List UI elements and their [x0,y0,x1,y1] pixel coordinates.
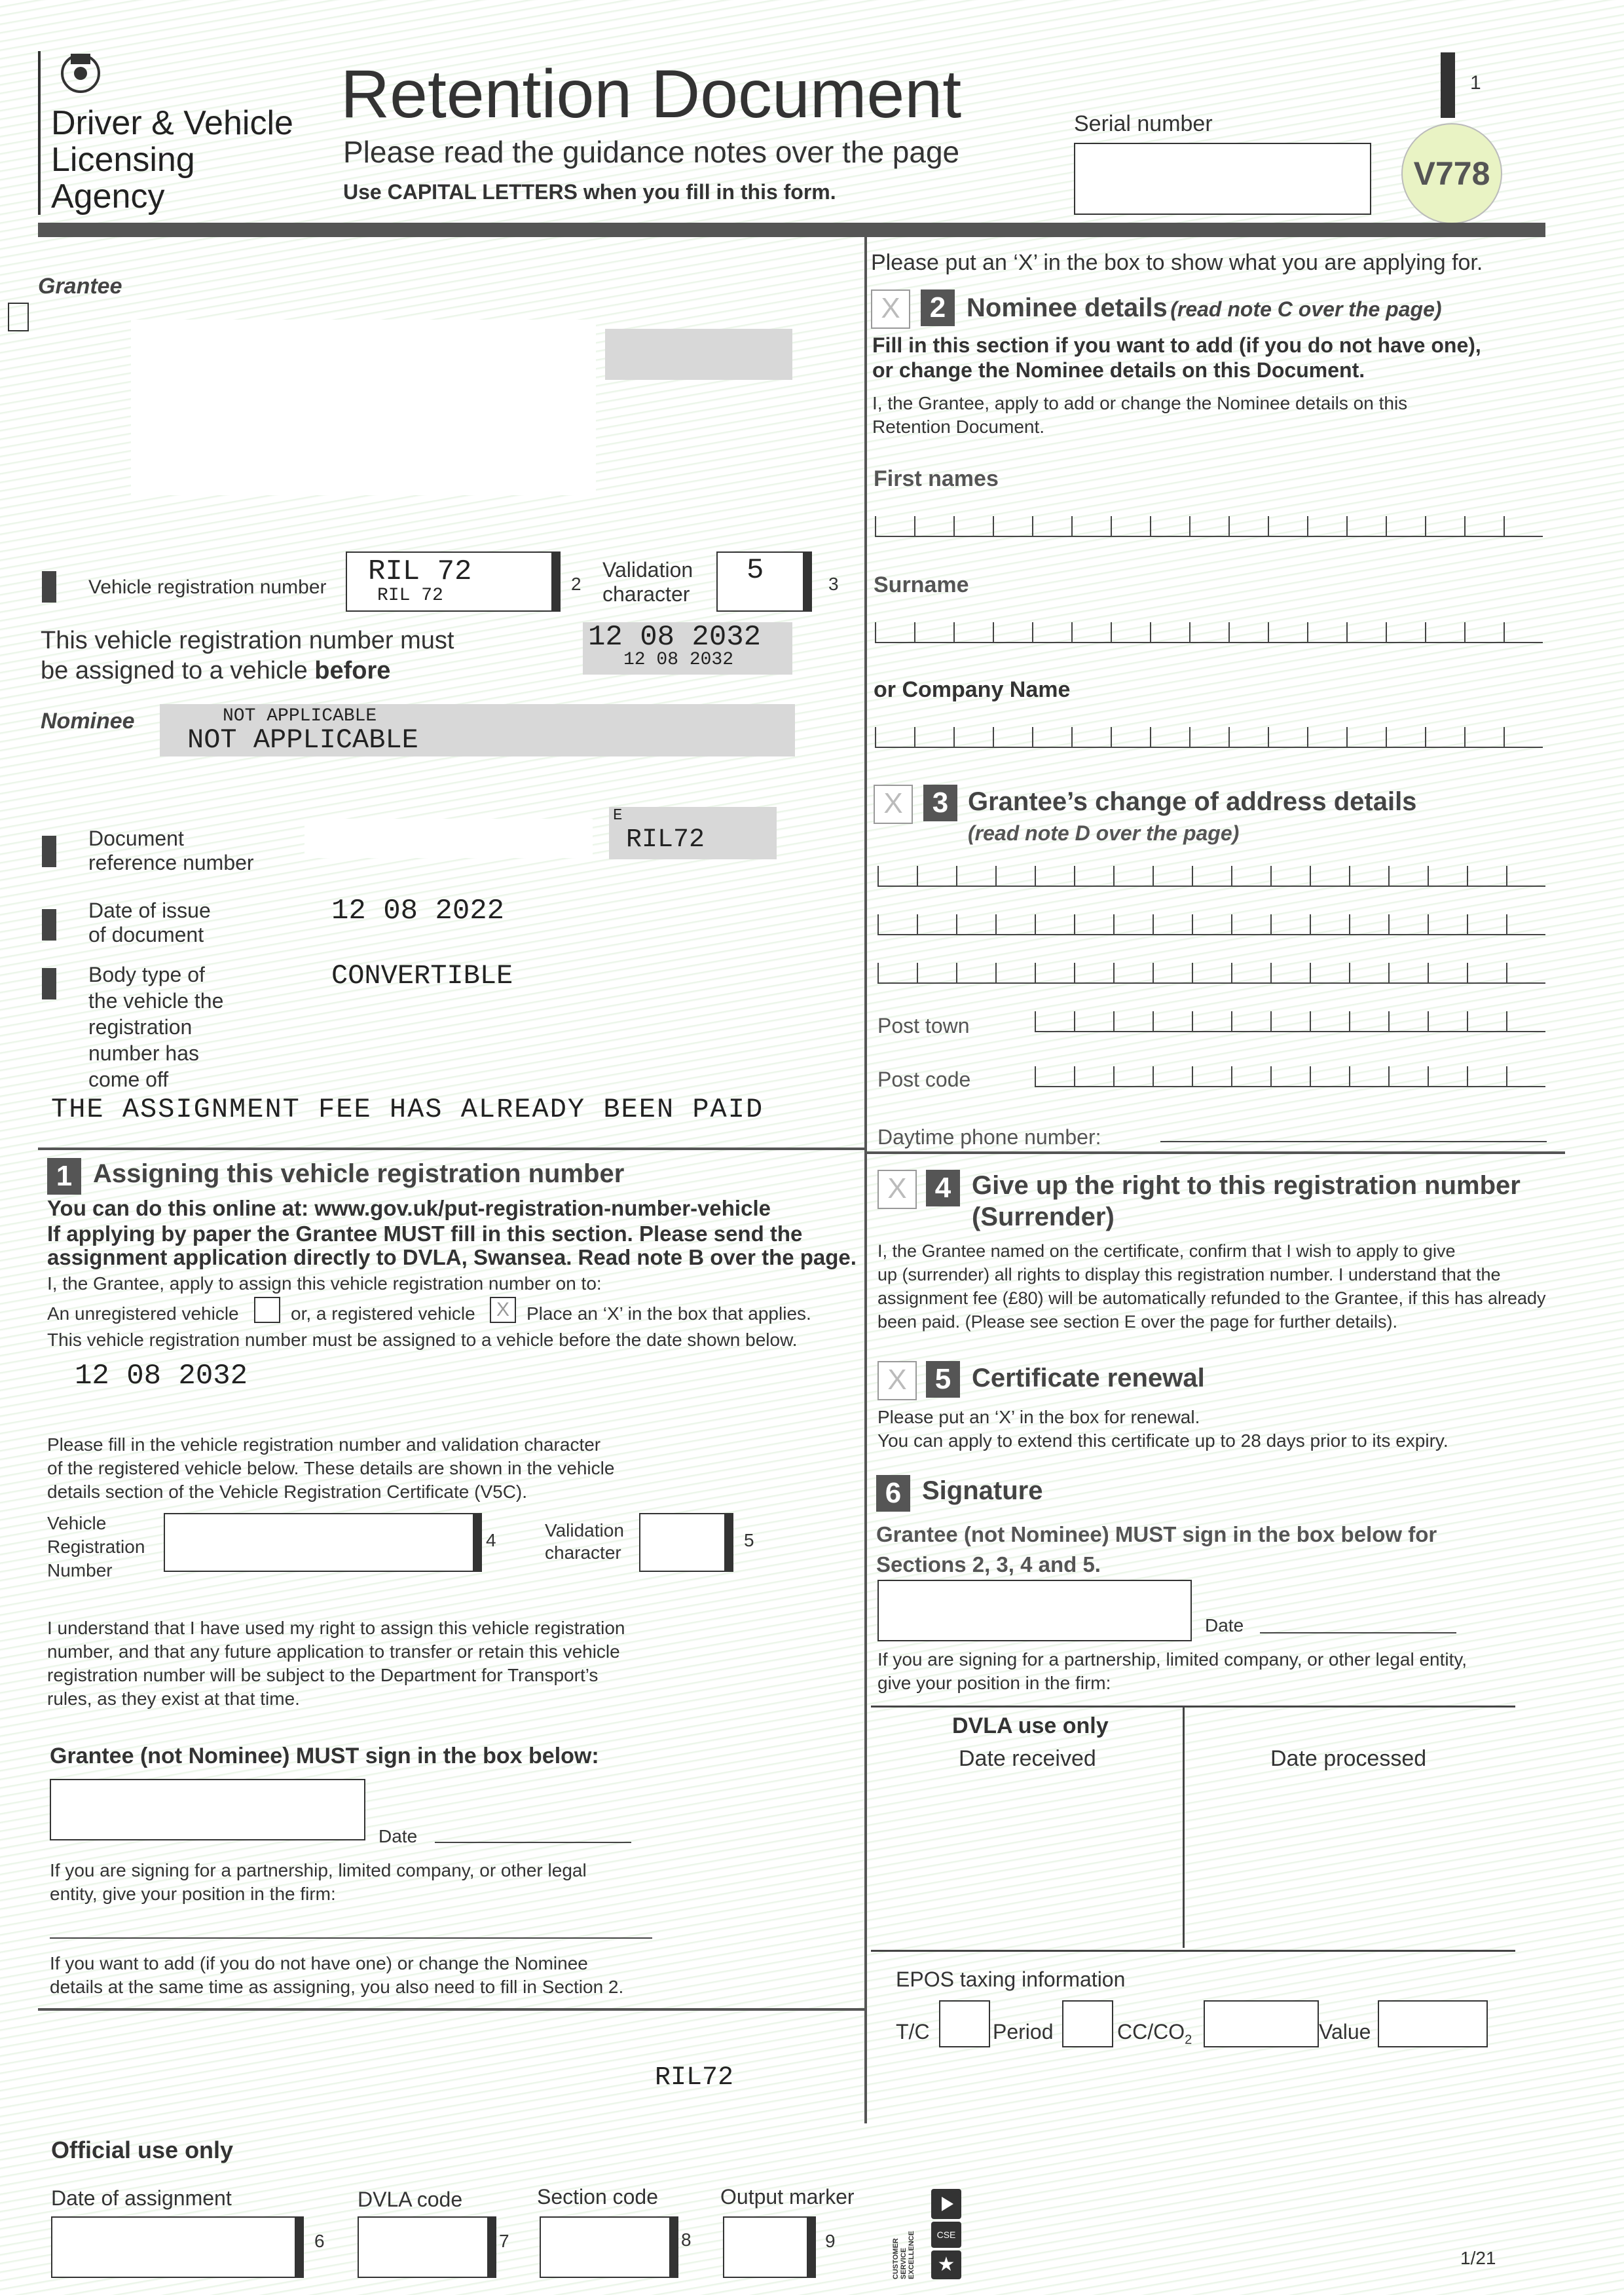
cc-box [1204,2000,1319,2047]
period-box [1062,2000,1113,2047]
section5-number: 5 [926,1361,960,1398]
section1-title: Assigning this vehicle registration number [93,1159,625,1188]
surname-input[interactable] [875,622,1543,643]
validation-label: Validation character [602,558,693,606]
surname-label: Surname [874,572,969,597]
new-vrn-label: Vehicle Registration Number [47,1513,145,1580]
first-names-input[interactable] [875,516,1543,537]
section6-instruction: Grantee (not Nominee) MUST sign in the box below for Sections 2, 3, 4 and 5. [876,1522,1437,1577]
bottom-code: RIL72 [655,2063,734,2093]
new-validation-input[interactable] [639,1513,733,1572]
docref-marker [42,836,56,867]
fee-note: THE ASSIGNMENT FEE HAS ALREADY BEEN PAID [51,1094,764,1125]
company-input[interactable] [875,727,1543,748]
field-8-number: 8 [681,2230,692,2250]
validation-field-number: 3 [828,574,839,594]
issue-date-value: 12 08 2022 [331,895,505,927]
body-marker [42,968,56,999]
docref-value: RIL72 [626,825,705,855]
fill-instructions: Please fill in the vehicle registration number and validation character of the registered vehicle below. These details are shown in the vehicle details section of the Vehicle Registration Certificate (V5C). [47,1434,615,1502]
grantee-signature-box[interactable] [50,1779,365,1840]
phone-input[interactable] [1160,1141,1547,1142]
date-processed-label: Date processed [1270,1746,1427,1771]
vrn-label: Vehicle registration number [88,576,327,598]
section1-number: 1 [47,1158,81,1195]
address-line-3[interactable] [877,963,1545,984]
output-marker-label: Output marker [720,2185,855,2209]
assign-apply-text: I, the Grantee, apply to assign this vehicle registration number on to: [47,1273,602,1294]
section6-date-line[interactable] [1260,1632,1456,1633]
section1-rule [38,1148,864,1150]
grantee-code-block [605,329,792,380]
place-x-note: Place an ‘X’ in the box that applies. [526,1303,811,1324]
post-town-label: Post town [877,1014,970,1037]
unregistered-label: An unregistered vehicle [47,1303,239,1324]
date-of-assignment-label: Date of assignment [51,2186,232,2210]
section5-text: Please put an ‘X’ in the box for renewal. You can apply to extend this certificate up to 28 days prior to its expiry. [877,1407,1449,1451]
form-version: 1/21 [1460,2248,1496,2268]
section2-instruction: Fill in this section if you want to add (if you do not have one), or change the Nominee details on this Document. [872,333,1481,382]
dvla-use-area [871,1706,1515,1952]
section3-number: 3 [923,785,957,821]
epos-title: EPOS taxing information [896,1968,1126,1991]
before-note: This vehicle registration number must be assigned to a vehicle before the date shown below. [47,1330,798,1350]
field-9-number: 9 [825,2231,836,2251]
page-title: Retention Document [341,56,962,132]
address-line-1[interactable] [877,866,1545,887]
section-code-box [540,2216,678,2278]
new-validation-label: Validation character [545,1520,624,1563]
section4-title: Give up the right to this registration number (Surrender) [972,1171,1521,1231]
issue-date-label: Date of issue of document [88,899,211,946]
issue-marker [42,909,56,941]
page-number: 1 [1470,72,1481,94]
vrn-value-small: RIL 72 [377,586,443,606]
first-names-label: First names [874,466,999,491]
section4-text: I, the Grantee named on the certificate, confirm that I wish to apply to give up (surrender) all rights to display this registration number. I understand that the assignment fee (£80) will be automatically refunded to the Grantee, if this has already been paid. (Please see section E over the page for further details). [877,1241,1546,1332]
section2-title: Nominee details (read note C over the page) [967,293,1442,322]
vrn-marker [42,571,56,603]
section5-checkbox[interactable]: X [877,1361,917,1400]
dvla-code-label: DVLA code [358,2188,463,2211]
section2-checkbox[interactable]: X [871,289,910,329]
section1-bottom-rule [38,2008,867,2011]
section-code-label: Section code [537,2185,659,2209]
post-town-input[interactable] [1035,1011,1545,1032]
section2-apply: I, the Grantee, apply to add or change the Nominee details on this Retention Document. [872,393,1408,437]
header-bar [38,223,1545,237]
dvla-use-divider [1183,1706,1185,1948]
page-marker [1441,52,1455,118]
new-vrn-field-number: 4 [486,1530,496,1550]
paper-instructions: If applying by paper the Grantee MUST fill in this section. Please send the assignment application directly to DVLA, Swansea. Read note B over the page. [47,1222,857,1269]
nominee-label: Nominee [41,709,135,734]
header-rule [38,51,41,215]
section6-date-label: Date [1205,1615,1244,1635]
page-subtitle: Please read the guidance notes over the page [343,135,960,169]
vrn-field-number: 2 [571,574,581,594]
post-code-input[interactable] [1035,1066,1545,1087]
field-6-number: 6 [314,2231,325,2251]
right-intro: Please put an ‘X’ in the box to show what you are applying for. [871,250,1483,275]
new-vrn-input[interactable] [164,1513,482,1572]
must-assign-text: This vehicle registration number must be assigned to a vehicle before [41,627,454,684]
play-icon [931,2189,961,2219]
docref-redacted [304,819,593,858]
serial-number-box [1074,143,1371,215]
star-icon: ★ [931,2250,961,2279]
address-line-2[interactable] [877,914,1545,935]
registered-label: or, a registered vehicle [291,1303,475,1324]
validation-box [716,551,812,612]
docref-label: Document reference number [88,827,254,874]
cse-badge: CSE [931,2222,961,2248]
nominee-value: NOT APPLICABLE [187,724,418,756]
section6-title: Signature [922,1476,1043,1505]
cse-text: CUSTOMER SERVICE EXCELLENCE [892,2231,915,2279]
value-label: Value [1319,2020,1371,2043]
before-date-small: 12 08 2032 [623,650,734,670]
section2-number: 2 [921,289,955,326]
date-received-label: Date received [959,1746,1096,1771]
nominee-note: If you want to add (if you do not have one) or change the Nominee details at the same time as assigning, you also need to fill in Section 2. [50,1953,624,1997]
grantee-marker [8,303,29,331]
section3-checkbox[interactable]: X [874,785,913,824]
section6-number: 6 [876,1475,910,1512]
serial-number-label: Serial number [1074,111,1213,136]
validation-value: 5 [747,554,764,587]
period-label: Period [993,2020,1054,2043]
section5-title: Certificate renewal [972,1364,1205,1392]
position-line[interactable] [50,1937,652,1939]
form-code-badge: V778 [1401,123,1502,224]
section3-title: Grantee’s change of address details [968,787,1417,816]
body-type-label: Body type of the vehicle the registration number has come off [88,963,224,1091]
section4-checkbox[interactable]: X [877,1170,917,1209]
dvla-code-box [358,2216,496,2278]
section3-note: (read note D over the page) [968,821,1240,845]
partnership-text: If you are signing for a partnership, limited company, or other legal entity, give your position in the firm: [50,1860,587,1904]
unregistered-checkbox[interactable] [254,1297,280,1323]
column-divider [864,237,867,2123]
registered-checkbox[interactable]: X [490,1297,516,1323]
grantee-address-block [131,320,596,495]
understand-text: I understand that I have used my right to assign this vehicle registration number, and that any future application to transfer or retain this vehicle registration number will be subject to the Department for Transport’s rules, as they exist at that time. [47,1618,625,1709]
sign-date-line[interactable] [435,1842,631,1843]
field-7-number: 7 [499,2231,509,2251]
docref-prefix: E [613,807,623,825]
vrn-value: RIL 72 [368,555,472,588]
new-validation-field-number: 5 [744,1530,754,1550]
value-box [1378,2000,1488,2047]
agency-name: Driver & Vehicle Licensing Agency [51,104,293,215]
body-type-value: CONVERTIBLE [331,960,513,992]
capital-letters-instruction: Use CAPITAL LETTERS when you fill in this form. [343,180,836,204]
grantee-label: Grantee [38,274,122,299]
before-date-value: 12 08 2032 [588,621,762,654]
phone-label: Daytime phone number: [877,1125,1101,1149]
output-marker-box [723,2216,816,2278]
section4-rule [867,1151,1565,1154]
section6-firm-text: If you are signing for a partnership, limited company, or other legal entity, give your position in the firm: [877,1649,1467,1693]
cc-label: $CC/CO_2$ [1117,2020,1192,2047]
sign-date-label: Date [378,1826,418,1846]
section4-number: 4 [926,1170,960,1206]
crest-icon [51,47,110,100]
nominee-value-small: NOT APPLICABLE [223,706,377,726]
sign-instruction: Grantee (not Nominee) MUST sign in the box below: [50,1744,599,1768]
dvla-use-title: DVLA use only [952,1713,1109,1738]
tc-label: T/C [896,2020,930,2043]
online-link[interactable]: You can do this online at: www.gov.uk/put-registration-number-vehicle [47,1196,771,1220]
company-label: or Company Name [874,677,1071,702]
post-code-label: Post code [877,1068,971,1091]
official-use-title: Official use only [51,2136,234,2163]
section6-signature-box[interactable] [877,1580,1192,1641]
tc-box [939,2000,990,2047]
date-of-assignment-box [51,2216,304,2278]
section1-date-value: 12 08 2032 [75,1360,248,1392]
